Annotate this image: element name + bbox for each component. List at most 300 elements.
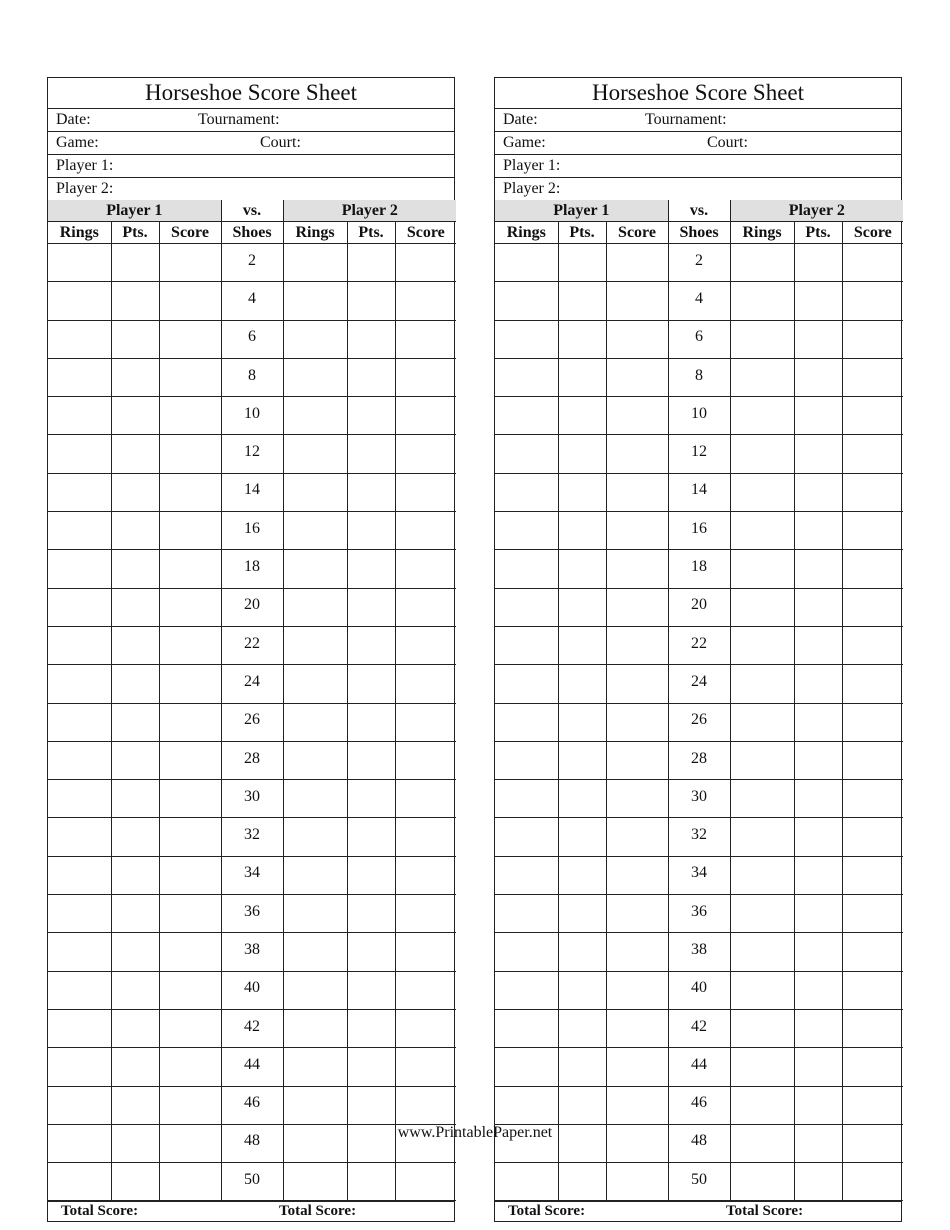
p1-pts-cell[interactable] xyxy=(558,1163,606,1201)
p1-rings-cell[interactable] xyxy=(495,703,558,741)
p2-rings-cell[interactable] xyxy=(283,703,347,741)
p2-score-cell[interactable] xyxy=(842,818,903,856)
p2-pts-cell[interactable] xyxy=(794,397,842,435)
p1-rings-cell[interactable] xyxy=(48,550,111,588)
p1-score-cell[interactable] xyxy=(159,512,221,550)
p2-score-cell[interactable] xyxy=(842,588,903,626)
p1-pts-cell[interactable] xyxy=(111,244,159,282)
p1-score-cell[interactable] xyxy=(606,971,668,1009)
p1-rings-cell[interactable] xyxy=(48,512,111,550)
p1-rings-cell[interactable] xyxy=(495,473,558,511)
p2-score-cell[interactable] xyxy=(395,1163,456,1201)
p1-pts-cell[interactable] xyxy=(558,895,606,933)
p1-pts-cell[interactable] xyxy=(111,588,159,626)
p1-rings-cell[interactable] xyxy=(495,320,558,358)
p2-pts-cell[interactable] xyxy=(347,1009,395,1047)
player2-row[interactable] xyxy=(495,178,901,200)
p1-score-cell[interactable] xyxy=(159,933,221,971)
p1-score-cell[interactable] xyxy=(606,1086,668,1124)
p2-rings-cell[interactable] xyxy=(283,1048,347,1086)
p1-score-cell[interactable] xyxy=(159,818,221,856)
p1-score-cell[interactable] xyxy=(159,435,221,473)
p1-score-cell[interactable] xyxy=(606,703,668,741)
p2-pts-cell[interactable] xyxy=(794,244,842,282)
p2-pts-cell[interactable] xyxy=(347,933,395,971)
p2-score-cell[interactable] xyxy=(395,856,456,894)
p1-score-cell[interactable] xyxy=(159,971,221,1009)
p2-pts-cell[interactable] xyxy=(794,358,842,396)
p2-rings-cell[interactable] xyxy=(730,780,794,818)
p1-pts-cell[interactable] xyxy=(558,550,606,588)
p1-rings-cell[interactable] xyxy=(48,473,111,511)
p2-pts-cell[interactable] xyxy=(347,588,395,626)
p2-rings-cell[interactable] xyxy=(283,895,347,933)
p1-rings-cell[interactable] xyxy=(495,856,558,894)
p2-score-cell[interactable] xyxy=(842,741,903,779)
p2-score-cell[interactable] xyxy=(395,741,456,779)
p1-pts-cell[interactable] xyxy=(558,1009,606,1047)
p1-pts-cell[interactable] xyxy=(558,665,606,703)
p1-rings-cell[interactable] xyxy=(48,1163,111,1201)
p1-rings-cell[interactable] xyxy=(48,320,111,358)
p2-rings-cell[interactable] xyxy=(283,1009,347,1047)
p2-rings-cell[interactable] xyxy=(283,358,347,396)
p2-rings-cell[interactable] xyxy=(283,244,347,282)
p2-score-cell[interactable] xyxy=(842,397,903,435)
p1-pts-cell[interactable] xyxy=(558,971,606,1009)
p1-score-cell[interactable] xyxy=(606,320,668,358)
p1-rings-cell[interactable] xyxy=(48,435,111,473)
p2-rings-cell[interactable] xyxy=(283,473,347,511)
p2-score-cell[interactable] xyxy=(842,1048,903,1086)
p1-score-cell[interactable] xyxy=(606,856,668,894)
p1-pts-cell[interactable] xyxy=(111,435,159,473)
p2-score-cell[interactable] xyxy=(395,703,456,741)
p1-rings-cell[interactable] xyxy=(495,1009,558,1047)
p1-rings-cell[interactable] xyxy=(495,1163,558,1201)
p2-rings-cell[interactable] xyxy=(730,1009,794,1047)
p2-score-cell[interactable] xyxy=(842,626,903,664)
p1-score-cell[interactable] xyxy=(159,703,221,741)
p1-rings-cell[interactable] xyxy=(48,933,111,971)
p2-score-cell[interactable] xyxy=(842,780,903,818)
p2-pts-cell[interactable] xyxy=(794,512,842,550)
p2-pts-cell[interactable] xyxy=(347,856,395,894)
p2-pts-cell[interactable] xyxy=(347,780,395,818)
p2-score-cell[interactable] xyxy=(842,1086,903,1124)
p1-score-cell[interactable] xyxy=(159,626,221,664)
p1-score-cell[interactable] xyxy=(606,512,668,550)
game-court-row[interactable] xyxy=(495,132,901,155)
p2-score-cell[interactable] xyxy=(395,512,456,550)
p1-rings-cell[interactable] xyxy=(48,588,111,626)
p2-rings-cell[interactable] xyxy=(283,320,347,358)
p2-rings-cell[interactable] xyxy=(283,588,347,626)
p1-rings-cell[interactable] xyxy=(495,780,558,818)
p2-rings-cell[interactable] xyxy=(730,856,794,894)
p2-rings-cell[interactable] xyxy=(730,1048,794,1086)
p1-pts-cell[interactable] xyxy=(558,320,606,358)
total-score-row[interactable] xyxy=(48,1201,454,1221)
p2-rings-cell[interactable] xyxy=(730,358,794,396)
p1-score-cell[interactable] xyxy=(159,550,221,588)
p1-score-cell[interactable] xyxy=(159,741,221,779)
p2-pts-cell[interactable] xyxy=(794,1086,842,1124)
p1-rings-cell[interactable] xyxy=(48,703,111,741)
p1-rings-cell[interactable] xyxy=(495,741,558,779)
p2-rings-cell[interactable] xyxy=(730,971,794,1009)
p1-rings-cell[interactable] xyxy=(495,665,558,703)
p2-pts-cell[interactable] xyxy=(347,320,395,358)
p2-rings-cell[interactable] xyxy=(283,971,347,1009)
p1-rings-cell[interactable] xyxy=(48,282,111,320)
p1-rings-cell[interactable] xyxy=(495,626,558,664)
p2-score-cell[interactable] xyxy=(842,473,903,511)
p2-rings-cell[interactable] xyxy=(283,550,347,588)
p1-pts-cell[interactable] xyxy=(111,512,159,550)
p1-pts-cell[interactable] xyxy=(111,933,159,971)
p1-pts-cell[interactable] xyxy=(558,856,606,894)
p2-pts-cell[interactable] xyxy=(794,856,842,894)
p1-score-cell[interactable] xyxy=(606,1163,668,1201)
p2-score-cell[interactable] xyxy=(395,1086,456,1124)
p2-rings-cell[interactable] xyxy=(730,895,794,933)
p1-pts-cell[interactable] xyxy=(558,626,606,664)
player1-row[interactable] xyxy=(48,155,454,178)
p1-score-cell[interactable] xyxy=(606,933,668,971)
p2-score-cell[interactable] xyxy=(395,473,456,511)
p2-pts-cell[interactable] xyxy=(347,626,395,664)
p1-score-cell[interactable] xyxy=(606,282,668,320)
p1-score-cell[interactable] xyxy=(606,626,668,664)
p2-score-cell[interactable] xyxy=(395,550,456,588)
p1-rings-cell[interactable] xyxy=(48,856,111,894)
p1-pts-cell[interactable] xyxy=(111,818,159,856)
p1-rings-cell[interactable] xyxy=(48,971,111,1009)
p2-score-cell[interactable] xyxy=(842,244,903,282)
p2-score-cell[interactable] xyxy=(842,358,903,396)
p2-pts-cell[interactable] xyxy=(794,1009,842,1047)
p2-pts-cell[interactable] xyxy=(794,626,842,664)
p1-score-cell[interactable] xyxy=(159,244,221,282)
p2-score-cell[interactable] xyxy=(395,780,456,818)
p1-pts-cell[interactable] xyxy=(558,588,606,626)
p1-rings-cell[interactable] xyxy=(495,971,558,1009)
p1-score-cell[interactable] xyxy=(606,550,668,588)
p1-pts-cell[interactable] xyxy=(111,971,159,1009)
p1-rings-cell[interactable] xyxy=(495,512,558,550)
p2-score-cell[interactable] xyxy=(395,626,456,664)
player2-row[interactable] xyxy=(48,178,454,200)
p2-score-cell[interactable] xyxy=(395,320,456,358)
p1-rings-cell[interactable] xyxy=(495,397,558,435)
p2-rings-cell[interactable] xyxy=(730,818,794,856)
p2-score-cell[interactable] xyxy=(395,1009,456,1047)
p2-rings-cell[interactable] xyxy=(283,741,347,779)
p1-score-cell[interactable] xyxy=(606,244,668,282)
p1-score-cell[interactable] xyxy=(606,1048,668,1086)
p2-rings-cell[interactable] xyxy=(730,282,794,320)
p2-pts-cell[interactable] xyxy=(347,818,395,856)
p2-pts-cell[interactable] xyxy=(347,435,395,473)
p1-pts-cell[interactable] xyxy=(111,895,159,933)
p2-pts-cell[interactable] xyxy=(347,895,395,933)
p2-rings-cell[interactable] xyxy=(730,550,794,588)
p2-score-cell[interactable] xyxy=(842,435,903,473)
p2-rings-cell[interactable] xyxy=(283,665,347,703)
p1-rings-cell[interactable] xyxy=(495,1048,558,1086)
p2-pts-cell[interactable] xyxy=(794,933,842,971)
p2-rings-cell[interactable] xyxy=(283,1086,347,1124)
p2-pts-cell[interactable] xyxy=(347,1048,395,1086)
p1-score-cell[interactable] xyxy=(606,741,668,779)
p2-score-cell[interactable] xyxy=(395,435,456,473)
p2-score-cell[interactable] xyxy=(842,895,903,933)
p1-rings-cell[interactable] xyxy=(495,588,558,626)
p2-score-cell[interactable] xyxy=(395,358,456,396)
p2-pts-cell[interactable] xyxy=(794,320,842,358)
p2-rings-cell[interactable] xyxy=(730,741,794,779)
p1-pts-cell[interactable] xyxy=(558,244,606,282)
p1-score-cell[interactable] xyxy=(159,397,221,435)
p1-rings-cell[interactable] xyxy=(48,818,111,856)
p2-score-cell[interactable] xyxy=(842,856,903,894)
p1-pts-cell[interactable] xyxy=(558,741,606,779)
p2-pts-cell[interactable] xyxy=(794,971,842,1009)
date-tournament-row[interactable] xyxy=(48,109,454,132)
p2-pts-cell[interactable] xyxy=(347,550,395,588)
p1-rings-cell[interactable] xyxy=(495,1086,558,1124)
p2-pts-cell[interactable] xyxy=(794,741,842,779)
p2-score-cell[interactable] xyxy=(395,397,456,435)
p2-score-cell[interactable] xyxy=(842,282,903,320)
p2-pts-cell[interactable] xyxy=(347,473,395,511)
p2-pts-cell[interactable] xyxy=(347,703,395,741)
p2-score-cell[interactable] xyxy=(395,665,456,703)
p2-pts-cell[interactable] xyxy=(794,665,842,703)
p1-pts-cell[interactable] xyxy=(558,1086,606,1124)
p1-pts-cell[interactable] xyxy=(558,282,606,320)
p2-score-cell[interactable] xyxy=(395,244,456,282)
p1-rings-cell[interactable] xyxy=(48,741,111,779)
p1-pts-cell[interactable] xyxy=(558,818,606,856)
p2-rings-cell[interactable] xyxy=(283,435,347,473)
p1-pts-cell[interactable] xyxy=(111,550,159,588)
p1-score-cell[interactable] xyxy=(159,856,221,894)
p1-score-cell[interactable] xyxy=(159,1086,221,1124)
p1-rings-cell[interactable] xyxy=(48,358,111,396)
p2-rings-cell[interactable] xyxy=(283,933,347,971)
p2-pts-cell[interactable] xyxy=(794,550,842,588)
p2-pts-cell[interactable] xyxy=(794,1048,842,1086)
p1-pts-cell[interactable] xyxy=(558,1048,606,1086)
p2-rings-cell[interactable] xyxy=(730,588,794,626)
p2-pts-cell[interactable] xyxy=(347,244,395,282)
p2-pts-cell[interactable] xyxy=(347,512,395,550)
p1-rings-cell[interactable] xyxy=(495,358,558,396)
p1-score-cell[interactable] xyxy=(606,397,668,435)
p2-pts-cell[interactable] xyxy=(347,1163,395,1201)
p1-pts-cell[interactable] xyxy=(558,435,606,473)
p1-pts-cell[interactable] xyxy=(558,397,606,435)
p1-score-cell[interactable] xyxy=(606,780,668,818)
p2-score-cell[interactable] xyxy=(842,320,903,358)
p1-score-cell[interactable] xyxy=(159,358,221,396)
p2-rings-cell[interactable] xyxy=(730,320,794,358)
p1-rings-cell[interactable] xyxy=(48,665,111,703)
p1-rings-cell[interactable] xyxy=(48,1009,111,1047)
p1-pts-cell[interactable] xyxy=(558,703,606,741)
p2-pts-cell[interactable] xyxy=(794,1163,842,1201)
p2-pts-cell[interactable] xyxy=(794,435,842,473)
game-court-row[interactable] xyxy=(48,132,454,155)
p1-rings-cell[interactable] xyxy=(495,550,558,588)
p2-rings-cell[interactable] xyxy=(730,626,794,664)
p1-score-cell[interactable] xyxy=(159,320,221,358)
p1-score-cell[interactable] xyxy=(606,435,668,473)
p1-rings-cell[interactable] xyxy=(48,895,111,933)
p1-pts-cell[interactable] xyxy=(111,741,159,779)
p1-rings-cell[interactable] xyxy=(495,435,558,473)
p1-score-cell[interactable] xyxy=(606,818,668,856)
p2-score-cell[interactable] xyxy=(842,703,903,741)
p1-rings-cell[interactable] xyxy=(48,1048,111,1086)
p2-score-cell[interactable] xyxy=(842,933,903,971)
p2-score-cell[interactable] xyxy=(842,665,903,703)
p1-score-cell[interactable] xyxy=(159,780,221,818)
p2-rings-cell[interactable] xyxy=(283,626,347,664)
p2-pts-cell[interactable] xyxy=(794,780,842,818)
p1-pts-cell[interactable] xyxy=(558,933,606,971)
p1-rings-cell[interactable] xyxy=(48,780,111,818)
p2-rings-cell[interactable] xyxy=(283,780,347,818)
p1-score-cell[interactable] xyxy=(159,282,221,320)
footer-url[interactable]: www.PrintablePaper.net xyxy=(397,1124,553,1141)
p2-score-cell[interactable] xyxy=(395,282,456,320)
p1-rings-cell[interactable] xyxy=(495,933,558,971)
p1-pts-cell[interactable] xyxy=(111,703,159,741)
p1-rings-cell[interactable] xyxy=(495,282,558,320)
p2-pts-cell[interactable] xyxy=(347,971,395,1009)
p2-pts-cell[interactable] xyxy=(794,818,842,856)
vs-header: vs. xyxy=(221,200,283,222)
p1-rings-cell[interactable] xyxy=(48,244,111,282)
p2-score-cell[interactable] xyxy=(395,818,456,856)
p1-score-cell[interactable] xyxy=(606,1009,668,1047)
p1-pts-cell[interactable] xyxy=(558,780,606,818)
p1-pts-cell[interactable] xyxy=(111,320,159,358)
p2-pts-cell[interactable] xyxy=(347,741,395,779)
p1-pts-cell[interactable] xyxy=(111,1086,159,1124)
p2-pts-cell[interactable] xyxy=(347,397,395,435)
p2-rings-cell[interactable] xyxy=(283,856,347,894)
p1-score-cell[interactable] xyxy=(159,1048,221,1086)
p2-rings-cell[interactable] xyxy=(730,665,794,703)
p2-rings-cell[interactable] xyxy=(283,282,347,320)
p2-score-cell[interactable] xyxy=(842,1163,903,1201)
p2-pts-cell[interactable] xyxy=(347,1086,395,1124)
p2-rings-cell[interactable] xyxy=(730,512,794,550)
p1-score-cell[interactable] xyxy=(606,473,668,511)
p1-score-cell[interactable] xyxy=(159,588,221,626)
p1-pts-cell[interactable] xyxy=(111,397,159,435)
p2-rings-cell[interactable] xyxy=(283,397,347,435)
p1-pts-cell[interactable] xyxy=(111,1163,159,1201)
p2-pts-cell[interactable] xyxy=(794,703,842,741)
p2-score-cell[interactable] xyxy=(395,588,456,626)
p1-pts-cell[interactable] xyxy=(558,473,606,511)
p2-rings-cell[interactable] xyxy=(283,818,347,856)
p2-score-cell[interactable] xyxy=(395,933,456,971)
p2-score-cell[interactable] xyxy=(395,895,456,933)
p2-rings-cell[interactable] xyxy=(283,1163,347,1201)
p1-pts-cell[interactable] xyxy=(111,665,159,703)
p1-pts-cell[interactable] xyxy=(111,780,159,818)
p1-pts-cell[interactable] xyxy=(111,1048,159,1086)
p1-pts-cell[interactable] xyxy=(111,473,159,511)
total-score-row[interactable] xyxy=(495,1201,901,1221)
p2-pts-cell[interactable] xyxy=(794,895,842,933)
date-tournament-row[interactable] xyxy=(495,109,901,132)
p1-rings-cell[interactable] xyxy=(48,1086,111,1124)
p1-pts-cell[interactable] xyxy=(111,856,159,894)
p2-pts-cell[interactable] xyxy=(347,358,395,396)
p2-pts-cell[interactable] xyxy=(794,473,842,511)
p1-score-cell[interactable] xyxy=(159,1163,221,1201)
p2-pts-cell[interactable] xyxy=(794,588,842,626)
p2-score-cell[interactable] xyxy=(842,512,903,550)
p1-pts-cell[interactable] xyxy=(558,512,606,550)
p1-score-cell[interactable] xyxy=(606,665,668,703)
p1-rings-cell[interactable] xyxy=(48,626,111,664)
p2-rings-cell[interactable] xyxy=(730,1086,794,1124)
p1-pts-cell[interactable] xyxy=(111,358,159,396)
p2-pts-cell[interactable] xyxy=(794,282,842,320)
p1-score-cell[interactable] xyxy=(159,895,221,933)
p1-rings-cell[interactable] xyxy=(48,397,111,435)
p1-pts-cell[interactable] xyxy=(111,1009,159,1047)
p2-rings-cell[interactable] xyxy=(730,1163,794,1201)
p1-rings-cell[interactable] xyxy=(495,895,558,933)
p2-rings-cell[interactable] xyxy=(730,244,794,282)
p2-rings-cell[interactable] xyxy=(730,933,794,971)
p2-pts-cell[interactable] xyxy=(347,665,395,703)
p2-score-cell[interactable] xyxy=(842,1009,903,1047)
p2-rings-cell[interactable] xyxy=(730,397,794,435)
p1-rings-cell[interactable] xyxy=(495,244,558,282)
player1-row[interactable] xyxy=(495,155,901,178)
p2-rings-cell[interactable] xyxy=(283,512,347,550)
p1-pts-cell[interactable] xyxy=(558,358,606,396)
p2-score-cell[interactable] xyxy=(842,971,903,1009)
p1-score-cell[interactable] xyxy=(159,473,221,511)
p2-rings-cell[interactable] xyxy=(730,703,794,741)
p2-score-cell[interactable] xyxy=(842,550,903,588)
p1-pts-cell[interactable] xyxy=(111,626,159,664)
p1-score-cell[interactable] xyxy=(606,895,668,933)
p2-pts-cell[interactable] xyxy=(347,282,395,320)
p2-rings-cell[interactable] xyxy=(730,473,794,511)
p2-score-cell[interactable] xyxy=(395,971,456,1009)
p1-score-cell[interactable] xyxy=(606,588,668,626)
p1-pts-cell[interactable] xyxy=(111,282,159,320)
p1-score-cell[interactable] xyxy=(159,665,221,703)
p2-score-cell[interactable] xyxy=(395,1048,456,1086)
p1-rings-cell[interactable] xyxy=(495,818,558,856)
p1-score-cell[interactable] xyxy=(159,1009,221,1047)
p2-rings-cell[interactable] xyxy=(730,435,794,473)
p1-score-cell[interactable] xyxy=(606,358,668,396)
